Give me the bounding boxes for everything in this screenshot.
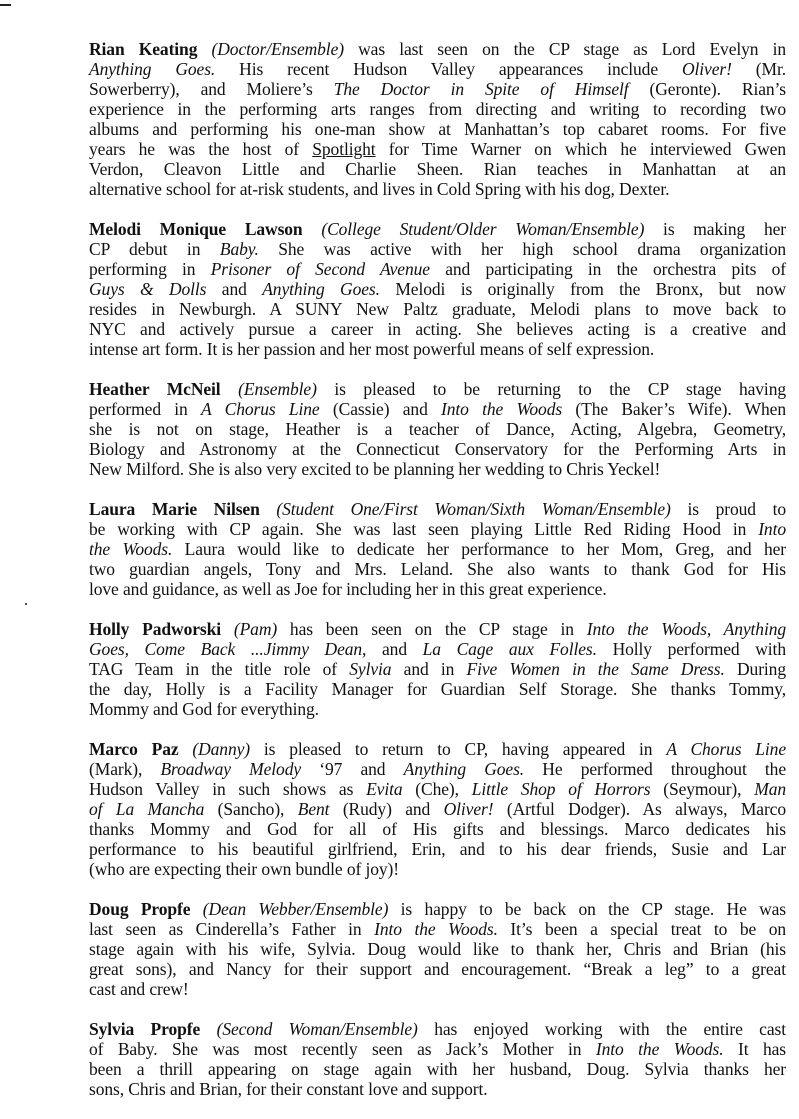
body-text: (Mr. [731, 59, 787, 79]
body-text: stage again with his wife, Sylvia. Doug would like to thank her, Chris and Brian (his [89, 939, 786, 959]
bio-line [89, 519, 786, 539]
body-text: (Artful Dodger). As always, Marco [493, 799, 786, 819]
bio-paragraph [89, 219, 786, 359]
bio-line [89, 119, 786, 139]
bio-line [89, 259, 786, 279]
body-text [221, 379, 239, 399]
bio-line [89, 439, 786, 459]
italic-text: (Ensemble) [238, 379, 317, 399]
body-text: (Che), [402, 779, 472, 799]
underlined-title: Spotlight [312, 139, 376, 159]
italic-text: Evita [366, 779, 403, 799]
italic-text: Anything Goes. [403, 759, 525, 779]
body-text: NYC and actively pursue a career in acting. She believes acting is a creative and [89, 319, 786, 339]
body-text: of Baby. She was most recently seen as Jack’s Mother in [89, 1039, 596, 1059]
bio-line [89, 939, 786, 959]
body-text: has been seen on the CP stage in [277, 619, 587, 639]
cast-bios [89, 39, 786, 1119]
italic-text: (Second Woman/Ensemble) [216, 1019, 418, 1039]
body-text [260, 499, 277, 519]
italic-text: the Woods. [89, 539, 173, 559]
bio-line [89, 219, 786, 239]
italic-text: Five Women in the Same Dress. [466, 659, 725, 679]
bio-line [89, 239, 786, 259]
bio-line [89, 99, 786, 119]
bio-line [89, 1019, 786, 1039]
bio-line [89, 559, 786, 579]
cast-name: Doug Propfe [89, 899, 191, 919]
italic-text: Into the Woods [441, 399, 563, 419]
cast-name: Marco Paz [89, 739, 179, 759]
bio-line [89, 379, 786, 399]
body-text: and in [391, 659, 467, 679]
body-text: performing in [89, 259, 211, 279]
cast-name: Holly Padworski [89, 619, 222, 639]
bio-line [89, 919, 786, 939]
bio-line [89, 59, 786, 79]
italic-text: The Doctor in Spite of Himself [333, 79, 629, 99]
body-text: Sowerberry), and Moliere’s [89, 79, 334, 99]
scan-corner-mark [0, 4, 11, 6]
scan-speck [25, 603, 27, 605]
body-text: (Cassie) and [319, 399, 442, 419]
bio-line [89, 779, 786, 799]
body-text: (Geronte). Rian’s [628, 79, 787, 99]
bio-line [89, 1059, 786, 1079]
italic-text: (Danny) [192, 739, 251, 759]
italic-text: (Dean Webber/Ensemble) [202, 899, 389, 919]
body-text: been a thrill appearing on stage again with her husband, Doug. Sylvia thanks her [89, 1059, 786, 1079]
body-text: During [724, 659, 786, 679]
italic-text: A Chorus Line [666, 739, 786, 759]
bio-paragraph [89, 899, 786, 999]
body-text: Holly performed with [596, 639, 786, 659]
body-text: was last seen on the CP stage as Lord Evelyn in [343, 39, 787, 59]
body-text: Biology and Astronomy at the Connecticut Conservatory for the Performing Arts in [89, 439, 786, 459]
body-text: performed in [89, 399, 202, 419]
body-text: love and guidance, as well as Joe for including her in this great experience. [89, 579, 607, 599]
italic-text: Anything Goes. [89, 59, 216, 79]
body-text: (The Baker’s Wife). When [562, 399, 786, 419]
body-text: has enjoyed working with the entire cast [417, 1019, 786, 1039]
italic-text: Sylvia [349, 659, 392, 679]
body-text: and participating in the orchestra pits of [429, 259, 786, 279]
bio-line [89, 859, 786, 879]
bio-line [89, 959, 786, 979]
body-text: years he was the host of [89, 139, 313, 159]
body-text: is making her [644, 219, 786, 239]
bio-line [89, 1079, 786, 1099]
body-text: and [366, 639, 423, 659]
body-text: CP debut in [89, 239, 220, 259]
bio-line [89, 639, 786, 659]
bio-line [89, 979, 786, 999]
bio-line [89, 619, 786, 639]
bio-line [89, 399, 786, 419]
italic-text: Baby. [219, 239, 259, 259]
bio-paragraph [89, 379, 786, 479]
bio-line [89, 799, 786, 819]
body-text: sons, Chris and Brian, for their constant love and support. [89, 1079, 488, 1099]
italic-text: Into [758, 519, 786, 539]
body-text: (Mark), [89, 759, 161, 779]
bio-line [89, 579, 786, 599]
bio-line [89, 679, 786, 699]
body-text: for Time Warner on which he interviewed Gwen [375, 139, 786, 159]
bio-paragraph [89, 499, 786, 599]
italic-text: (Student One/First Woman/Sixth Woman/Ensemble) [276, 499, 671, 519]
bio-line [89, 499, 786, 519]
body-text: intense art form. It is her passion and her most powerful means of self expression. [89, 339, 655, 359]
body-text: Mommy and God for everything. [89, 699, 319, 719]
body-text: alternative school for at-risk students, and lives in Cold Spring with his dog, Dexter. [89, 179, 670, 199]
body-text: two guardian angels, Tony and Mrs. Leland. She also wants to thank God for His [89, 559, 786, 579]
bio-paragraph [89, 39, 786, 199]
italic-text: La Cage aux Folles. [422, 639, 597, 659]
italic-text: (College Student/Older Woman/Ensemble) [321, 219, 645, 239]
body-text: Melodi is originally from the Bronx, but now [379, 279, 786, 299]
bio-line [89, 539, 786, 559]
body-text: resides in Newburgh. A SUNY New Paltz graduate, Melodi plans to move back to [89, 299, 786, 319]
italic-text: of La Mancha [89, 799, 205, 819]
bio-line [89, 79, 786, 99]
body-text: performance to his beautiful girlfriend, Erin, and to his dear friends, Susie and Lar [89, 839, 786, 859]
bio-line [89, 279, 786, 299]
italic-text: Goes, Come Back ...Jimmy Dean, [89, 639, 367, 659]
bio-line [89, 739, 786, 759]
body-text: is pleased to return to CP, having appeared in [250, 739, 667, 759]
bio-line [89, 819, 786, 839]
body-text: She was active with her high school drama organization [258, 239, 786, 259]
body-text: New Milford. She is also very excited to be planning her wedding to Chris Yeckel! [89, 459, 661, 479]
italic-text: Guys & Dolls [89, 279, 207, 299]
body-text: Laura would like to dedicate her performance to her Mom, Greg, and her [172, 539, 786, 559]
cast-name: Heather McNeil [89, 379, 221, 399]
body-text: Hudson Valley in such shows as [89, 779, 367, 799]
body-text: (Sancho), [204, 799, 298, 819]
bio-line [89, 459, 786, 479]
body-text: the day, Holly is a Facility Manager for Guardian Self Storage. She thanks Tommy, [89, 679, 786, 699]
body-text [190, 899, 202, 919]
bio-line [89, 159, 786, 179]
bio-line [89, 1039, 786, 1059]
body-text: His recent Hudson Valley appearances include [215, 59, 682, 79]
bio-line [89, 299, 786, 319]
bio-line [89, 339, 786, 359]
italic-text: Little Shop of Horrors [471, 779, 651, 799]
body-text: Verdon, Cleavon Little and Charlie Sheen. Rian teaches in Manhattan at an [89, 159, 786, 179]
cast-name: Melodi Monique Lawson [89, 219, 303, 239]
italic-text: Oliver! [443, 799, 494, 819]
body-text: He performed throughout the [524, 759, 786, 779]
body-text: cast and crew! [89, 979, 189, 999]
body-text: last seen as Cinderella’s Father in [89, 919, 375, 939]
bio-paragraph [89, 1019, 786, 1099]
italic-text: Into the Woods. [374, 919, 498, 939]
body-text: is pleased to be returning to the CP stage having [316, 379, 786, 399]
body-text: TAG Team in the title role of [89, 659, 350, 679]
body-text: experience in the performing arts ranges from directing and writing to recording two [89, 99, 786, 119]
italic-text: Into the Woods. [595, 1039, 724, 1059]
body-text: be working with CP again. She was last seen playing Little Red Riding Hood in [89, 519, 759, 539]
italic-text: Bent [297, 799, 330, 819]
italic-text: Into the Woods, Anything [586, 619, 787, 639]
bio-line [89, 659, 786, 679]
italic-text: (Doctor/Ensemble) [211, 39, 344, 59]
body-text [179, 739, 193, 759]
body-text: and [206, 279, 263, 299]
italic-text: Broadway Melody [160, 759, 302, 779]
body-text: It’s been a special treat to be on [497, 919, 786, 939]
bio-line [89, 319, 786, 339]
body-text [197, 39, 211, 59]
bio-line [89, 899, 786, 919]
body-text: It has [723, 1039, 786, 1059]
bio-paragraph [89, 739, 786, 879]
italic-text: Prisoner of Second Avenue [210, 259, 430, 279]
cast-name: Laura Marie Nilsen [89, 499, 260, 519]
italic-text: (Pam) [233, 619, 278, 639]
italic-text: Anything Goes. [262, 279, 380, 299]
italic-text: A Chorus Line [201, 399, 320, 419]
body-text [221, 619, 234, 639]
bio-line [89, 139, 786, 159]
body-text: (Rudy) and [329, 799, 444, 819]
body-text: ‘97 and [301, 759, 404, 779]
bio-line [89, 699, 786, 719]
bio-line [89, 39, 786, 59]
body-text: is proud to [670, 499, 786, 519]
bio-line [89, 179, 786, 199]
italic-text: Man [754, 779, 787, 799]
bio-line [89, 839, 786, 859]
body-text: (who are expecting their own bundle of joy)! [89, 859, 400, 879]
bio-line [89, 419, 786, 439]
body-text: she is not on stage, Heather is a teacher of Dance, Acting, Algebra, Geometry, [89, 419, 786, 439]
body-text [303, 219, 322, 239]
body-text [200, 1019, 216, 1039]
body-text: (Seymour), [650, 779, 755, 799]
cast-name: Sylvia Propfe [89, 1019, 201, 1039]
body-text: albums and performing his one-man show at Manhattan’s top cabaret rooms. For five [89, 119, 786, 139]
bio-line [89, 759, 786, 779]
body-text: great sons), and Nancy for their support and encouragement. “Break a leg” to a great [89, 959, 786, 979]
cast-name: Rian Keating [89, 39, 198, 59]
body-text: thanks Mommy and God for all of His gifts and blessings. Marco dedicates his [89, 819, 786, 839]
bio-paragraph [89, 619, 786, 719]
italic-text: Oliver! [681, 59, 732, 79]
body-text: is happy to be back on the CP stage. He was [388, 899, 787, 919]
